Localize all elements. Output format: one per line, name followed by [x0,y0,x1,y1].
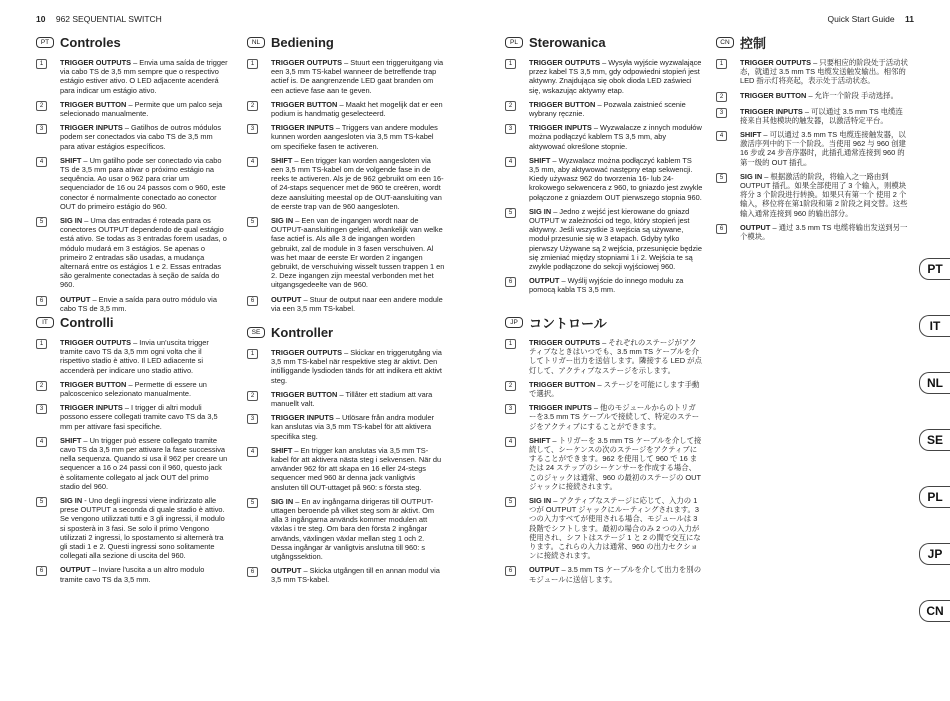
item-number-badge: 5 [247,498,258,508]
language-tabs [919,258,950,657]
control-item [505,276,703,294]
item-description [60,436,228,491]
item-text: – 允许一个阶段 手动选择。 [806,90,898,100]
item-number-badge: 1 [716,59,727,69]
item-description [529,207,703,271]
item-text: – Gatilhos de outros módulos podem ser conectados via cabo TS de 3,5 mm para ativar estágios específicos. [60,123,222,151]
control-item [247,216,445,290]
item-number-badge: 4 [36,157,47,167]
item-number-badge: 3 [716,108,727,118]
item-keyword: SIG IN [60,216,83,226]
item-number-badge: 6 [247,567,258,577]
item-description [60,295,228,313]
control-item [36,123,228,151]
item-keyword: TRIGGER BUTTON [529,379,596,389]
control-item [716,107,910,125]
item-number-badge: 2 [505,381,516,391]
item-keyword: OUTPUT [529,565,560,575]
item-number-badge: 1 [505,59,516,69]
item-keyword: SIG IN [529,496,552,506]
item-keyword: TRIGGER OUTPUTS [60,58,132,67]
section-jp [505,314,703,589]
language-tab-pl: PL [919,486,950,508]
item-keyword: SIG IN [529,206,552,216]
item-description [271,446,445,492]
item-description [271,497,445,561]
language-code-badge: SE [247,327,265,338]
item-description [529,100,703,118]
section-title: 控制 [740,35,767,51]
control-item [247,58,445,95]
section-heading-pl [505,34,703,50]
item-keyword: TRIGGER BUTTON [740,90,807,100]
item-number-badge: 1 [247,59,258,69]
language-tab-pt: PT [919,258,950,280]
control-item [716,223,910,241]
item-keyword: OUTPUT [740,222,771,232]
item-description [740,130,910,167]
item-keyword: SHIFT [529,435,551,445]
item-keyword: TRIGGER OUTPUTS [271,348,343,357]
control-item [247,390,445,408]
section-pt [36,34,228,318]
control-item [247,295,445,313]
item-description [60,123,228,151]
item-number-badge: 4 [247,157,258,167]
item-description [740,91,898,100]
item-text: – Invia un'uscita trigger tramite cavo TS da 3,5 mm ogni volta che il rispettivo stadio è attivo. Il LED adiacente si accenderà per indicare uno stadio attivo. [60,338,209,375]
language-code-badge: CN [716,37,734,48]
item-description [60,216,228,290]
control-item [716,130,910,167]
control-item [505,156,703,202]
section-heading-cn [716,34,910,50]
item-text: – Utlösare från andra moduler kan anslutas via 3,5 mm TS-kabel för att aktivera specifika steg. [271,413,435,441]
item-number-badge: 5 [505,497,516,507]
item-number-badge: 4 [716,131,727,141]
item-description [271,413,445,441]
item-number-badge: 5 [505,208,516,218]
control-item [36,380,228,398]
item-keyword: TRIGGER INPUTS [271,413,334,423]
item-number-badge: 2 [36,381,47,391]
item-text: – Pozwala zaistnieć scenie wybrany ręcznie. [529,99,686,119]
item-text: – Stuurt een triggeruitgang via een 3,5 mm TS-kabel wanneer de betreffende trap actief is. De aangrenzende LED gaat branden om een actieve fase aan te geven. [271,58,444,95]
control-item [36,100,228,118]
control-item [36,436,228,491]
section-nl [247,34,445,318]
item-number-badge: 4 [505,157,516,167]
control-item [505,100,703,118]
item-text: – 3.5 mm TS ケーブルを介して出力を別のモジュールに送信します。 [529,565,702,584]
item-description [740,172,910,218]
item-number-badge: 6 [505,277,516,287]
item-text: – En av ingångarna dirigeras till OUTPUT-uttagen beroende på vilket steg som är aktivt. Om alla 3 ingångarna används kommer modulen att växlas i tre steg. Om bara den första 2 ingångar används, växlingen växlar mellan steg 1 och 2. Dessa ingångar är vanligtvis anslutna till 960: s utgångssektion. [271,496,435,562]
item-text: – En trigger kan anslutas via 3,5 mm TS-kabel för att aktivera nästa steg i sekvensen. När du använder 962 för att skapa en 16 eller 24-stegs sequencer med 960 är denna jack vanligtvis ansluten till OUT-uttaget på 960: s första steg. [271,445,442,492]
item-description [60,403,228,431]
section-it [36,314,228,589]
item-keyword: TRIGGER INPUTS [529,403,592,413]
item-text: – 可以通过 3.5 mm TS 电缆连接来自其他模块的触发器，以激活特定平台。 [740,106,903,125]
control-item [505,338,703,375]
language-tab-se: SE [919,429,950,451]
section-se [247,324,445,590]
control-item [247,497,445,561]
section-title: Controles [60,34,121,50]
control-item [36,58,228,95]
item-text: – Een trigger kan worden aangesloten via een 3,5 mm TS-kabel om de volgende fase in de reeks te activeren. Als je de 962 gebruikt om een 16- of 24-staps sequencer met de 960 te creëren, wordt deze aansluiting meestal op de OUT-aansluiting van de eerste trap van de 960 aangesloten. [271,155,444,211]
item-description [60,338,228,375]
item-text: – Wysyła wyjście wyzwalające przez kabel TS 3,5 mm, gdy odpowiedni stopień jest aktywny. Znajdująca się obok dioda LED zaświeci się, wskazując aktywny etap. [529,58,702,95]
item-keyword: SHIFT [529,155,551,165]
control-item [36,156,228,211]
item-description [271,566,445,584]
item-text: – Een van de ingangen wordt naar de OUTPUT-aansluitingen geleid, afhankelijk van welke fase actief is. Als alle 3 de ingangen worden gebruikt, zal de module in 3 fasen verschuiven. Al was het maar de eerste Er worden 2 ingangen gebruikt, de verschuiving wisselt tussen trappen 1 en 2. Deze ingangen zijn meestal verbonden met het uitgangsgedeelte van de 960. [271,216,445,290]
item-text: – Skickar en triggerutgång via 3,5 mm TS-kabel när respektive steg är aktivt. Den intilliggande lysdioden tänds för att indikera ett aktivt steg. [271,348,442,385]
left-header-title: 962 SEQUENTIAL SWITCH [55,14,162,24]
control-item [247,348,445,385]
section-pl [505,34,703,300]
section-heading-pt [36,34,228,50]
section-title: Controlli [60,314,114,330]
item-keyword: SIG IN [740,171,763,181]
item-keyword: TRIGGER INPUTS [740,106,803,116]
item-keyword: TRIGGER OUTPUTS [529,338,601,347]
language-code-badge: IT [36,317,54,328]
item-text: – Wyślij wyjście do innego modułu za pomocą kabla TS 3,5 mm. [529,276,684,295]
item-text: – Uma das entradas é roteada para os conectores OUTPUT dependendo de qual estágio está ativo. Se todas as 3 entradas forem usadas, o módulo mudará em 3 estágios. Se apenas o primeiro 2 entradas são usadas, a mudança alternará entre os estágios 1 e 2. Essas entradas são geralmente conectadas à seção de saída do 960. [60,216,227,290]
item-description [271,156,445,211]
item-text: – アクティブなステージに応じて、入力の 1 つが OUTPUT ジャックにルーティングされます。3 つの入力すべてが使用される場合、モジュールは 3 段階でシフトします。最初の場合のみ 2 つの入力が使用され、シフトはステージ 1 と 2 の間で交互になります。これらの入力は通常、960 の出力セクションに接続されます。 [529,496,701,561]
item-description [60,565,228,583]
item-number-badge: 6 [716,224,727,234]
section-heading-it [36,314,228,330]
item-number-badge: 1 [505,339,516,349]
item-keyword: SIG IN [271,496,294,506]
section-title: コントロール [529,315,607,331]
control-item [247,566,445,584]
item-description [271,348,445,385]
item-description [529,403,703,431]
item-number-badge: 3 [505,124,516,134]
control-item [505,58,703,95]
item-number-badge: 6 [36,566,47,576]
language-tab-cn: CN [919,600,950,622]
item-keyword: TRIGGER BUTTON [529,99,596,109]
item-keyword: TRIGGER BUTTON [60,99,127,109]
item-number-badge: 2 [716,92,727,102]
item-number-badge: 2 [247,391,258,401]
item-description [271,216,445,290]
section-title: Bediening [271,34,334,50]
item-text: – Permite que um palco seja selecionado manualmente. [60,99,223,119]
item-description [271,295,445,313]
item-description [60,58,228,95]
item-text: – Un trigger può essere collegato tramite cavo TS da 3,5 mm per attivare la fase successiva nella sequenza. Quando si usa il 962 per creare un sequencer a 16 o 24 passi con il 960, questo jack è solitamente collegato al jack OUT del primo stadio del 960. [60,435,228,491]
left-page-number: 10 [36,14,46,24]
item-description [60,380,228,398]
item-keyword: TRIGGER OUTPUTS [529,58,601,67]
item-description [529,276,703,294]
item-number-badge: 5 [36,497,47,507]
item-number-badge: 5 [247,217,258,227]
language-tab-jp: JP [919,543,950,565]
item-description [529,436,703,491]
item-text: – Triggers van andere modules kunnen worden aangesloten via 3,5 mm TS-kabel om specifieke fasen te activeren. [271,123,438,151]
right-header-title: Quick Start Guide [827,14,895,24]
item-description [740,58,910,86]
item-number-badge: 6 [36,296,47,306]
item-number-badge: 6 [247,296,258,306]
item-text: – Wyzwalacz można podłączyć kablem TS 3,5 mm, aby aktywować następny etap sekwencji. Kiedy używasz 962 do tworzenia 16- lub 24-krokowego sekwencera z 960, to gniazdo jest zwykle połączone z gniazdem OUT pierwszego stopnia 960. [529,155,703,202]
item-number-badge: 3 [36,124,47,134]
item-description [271,58,445,95]
item-text: - Uno degli ingressi viene indirizzato alle prese OUTPUT a seconda di quale stadio è attivo. Se vengono utilizzati tutti e 3 gli ingressi, il modulo si sposterà in 3 fasi. Se solo il primo Vengono utilizzati 2 ingressi, lo spostamento si alternerà tra gli stadi 1 e 2. Questi ingressi sono solitamente collegati alla sezione di uscita del 960. [60,496,225,561]
section-heading-jp [505,314,703,330]
language-tab-it: IT [919,315,950,337]
item-keyword: OUTPUT [529,276,560,286]
item-keyword: TRIGGER OUTPUTS [271,58,343,67]
control-item [505,403,703,431]
item-text: – I trigger di altri moduli possono essere collegati tramite cavo TS da 3,5 mm per attivare fasi specifiche. [60,403,218,431]
item-keyword: OUTPUT [60,294,91,304]
language-tab-nl: NL [919,372,950,394]
control-item [505,123,703,151]
language-code-badge: JP [505,317,523,328]
control-item [505,436,703,491]
item-keyword: TRIGGER BUTTON [271,99,338,109]
item-description [271,100,445,118]
control-item [247,100,445,118]
item-description [529,123,703,151]
section-title: Kontroller [271,324,334,340]
section-heading-se [247,324,445,340]
item-text: – Permette di essere un palcoscenico selezionato manualmente. [60,379,207,399]
control-item [505,207,703,271]
item-keyword: SIG IN [271,216,294,226]
item-number-badge: 6 [505,566,516,576]
item-keyword: SIG IN [60,496,83,506]
item-number-badge: 3 [247,124,258,134]
item-keyword: TRIGGER OUTPUTS [740,58,812,67]
control-item [247,413,445,441]
item-keyword: OUTPUT [271,566,302,576]
section-cn [716,34,910,246]
item-number-badge: 4 [247,447,258,457]
right-page-number: 11 [905,14,914,24]
item-number-badge: 5 [716,173,727,183]
item-description [60,100,228,118]
control-item [247,156,445,211]
control-item [36,338,228,375]
item-keyword: SHIFT [60,155,82,165]
item-description [60,156,228,211]
item-keyword: TRIGGER BUTTON [60,379,127,389]
item-description [271,390,445,408]
item-text: – 他のモジュールからのトリガーを3.5 mm TS ケーブルで接続して、特定のステージをアクティブにすることができます。 [529,403,700,431]
item-text: – Tillåter ett stadium att vara manuellt valt. [271,389,433,409]
item-text: – Maakt het mogelijk dat er een podium is handmatig geselecteerd. [271,99,443,119]
item-description [529,496,703,560]
item-description [529,338,703,375]
control-item [247,446,445,492]
item-keyword: SHIFT [271,445,293,455]
item-keyword: TRIGGER INPUTS [60,403,123,413]
item-keyword: TRIGGER BUTTON [271,389,338,399]
control-item [505,496,703,560]
control-item [36,565,228,583]
item-text: – それぞれのステージがアクティブなときはいつでも、3.5 mm TS ケーブルを介してトリガー出力を送信します。隣接する LED が点灯して、アクティブなステージを示します。 [529,338,702,375]
item-text: – Wyzwalacze z innych modułów można podłączyć kablem TS 3,5 mm, aby aktywować określone stopnie. [529,123,702,151]
item-keyword: TRIGGER OUTPUTS [60,338,132,347]
item-number-badge: 5 [36,217,47,227]
item-number-badge: 2 [36,101,47,111]
item-text: – Jedno z wejść jest kierowane do gniazd OUTPUT w zależności od tego, który stopień jest aktywny. Jeśli wszystkie 3 wejścia są używane, moduł przesunie się w 3 etapach. Gdyby tylko pierwszy Używane są 2 wejścia, przesunięcie będzie się zmieniać między stopniami 1 i 2. Wejścia te są zwykle podłączone do sekcji wyjściowej 960. [529,206,702,272]
control-item [247,123,445,151]
item-description [60,496,228,560]
item-description [529,380,703,398]
item-text: – Um gatilho pode ser conectado via cabo TS de 3,5 mm para ativar o próximo estágio na sequência. Ao usar o 962 para criar um sequenciador de 16 ou 24 passos com o 960, este conector é normalmente conectado ao conector OUT do primeiro estágio do 960. [60,155,226,211]
item-number-badge: 3 [247,414,258,424]
item-keyword: OUTPUT [60,565,91,575]
item-keyword: OUTPUT [271,294,302,304]
item-text: – Skicka utgången till en annan modul via 3,5 mm TS-kabel. [271,566,440,585]
item-text: – 只要相应的阶段处于活动状态，就通过 3.5 mm TS 电缆发送触发输出。相邻的 LED 指示灯将亮起，表示处于活动状态。 [740,58,908,86]
control-item [36,403,228,431]
item-text: – Stuur de output naar een andere module via een 3,5 mm TS-kabel. [271,294,443,313]
item-number-badge: 1 [247,349,258,359]
item-text: – 通过 3.5 mm TS 电缆将输出发送到另一个模块。 [740,222,908,242]
item-text: – ステージを可能にします手動で選択。 [529,379,700,399]
control-item [505,380,703,398]
item-text: – Envie a saída para outro módulo via cabo TS de 3,5 mm. [60,294,217,313]
item-text: – Inviare l'uscita a un altro modulo tramite cavo TS da 3,5 mm. [60,565,205,584]
control-item [716,91,910,102]
control-item [36,216,228,290]
language-code-badge: PT [36,37,54,48]
item-text: – Envia uma saída de trigger via cabo TS de 3,5 mm sempre que o respectivo estágio estiver ativo. O LED adjacente acenderá para indicar um estágio ativo. [60,58,228,95]
left-header [36,14,162,24]
item-keyword: SHIFT [60,435,82,445]
item-keyword: TRIGGER INPUTS [60,123,123,133]
item-description [529,565,703,583]
item-number-badge: 2 [247,101,258,111]
item-description [740,223,910,241]
right-header [828,14,914,24]
language-code-badge: PL [505,37,523,48]
item-description [529,156,703,202]
item-keyword: SHIFT [740,130,762,140]
item-description [740,107,910,125]
item-text: – 可以通过 3.5 mm TS 电缆连接触发器，以激活序列中的下一个阶段。当使用 962 与 960 创建 16 步或 24 步音序器时，此插孔通常连接到 960 的第一级的 OUT 插孔。 [740,130,906,167]
control-item [36,496,228,560]
item-number-badge: 1 [36,339,47,349]
control-item [716,172,910,218]
item-number-badge: 1 [36,59,47,69]
item-text: – 根据激活的阶段，将输入之一路由到 OUTPUT 插孔。如果全部使用了 3 个输入，则模块将分 3 个阶段进行转换。如果只有第一个 使用 2 个输入，移位将在第1阶段和第 2 阶段之间交替。这些输入通常连接到 960 的输出部分。 [740,171,908,218]
item-keyword: TRIGGER INPUTS [271,123,334,133]
item-number-badge: 3 [505,404,516,414]
control-item [716,58,910,86]
item-keyword: SHIFT [271,155,293,165]
item-number-badge: 2 [505,101,516,111]
item-number-badge: 4 [505,437,516,447]
item-description [529,58,703,95]
section-title: Sterowanica [529,34,606,50]
item-description [271,123,445,151]
control-item [505,565,703,583]
language-code-badge: NL [247,37,265,48]
item-number-badge: 4 [36,437,47,447]
item-keyword: TRIGGER INPUTS [529,123,592,133]
item-number-badge: 3 [36,404,47,414]
control-item [36,295,228,313]
section-heading-nl [247,34,445,50]
item-text: – トリガーを 3.5 mm TS ケーブルを介して接続して、シーケンスの次のステージをアクティブにすることができます。962 を使用して 960 で 16 または 24 ステップのシーケンサーを作成する場合、このジャックは通常、960 の最初のステージの OUT ジャックに接続されます。 [529,435,702,491]
